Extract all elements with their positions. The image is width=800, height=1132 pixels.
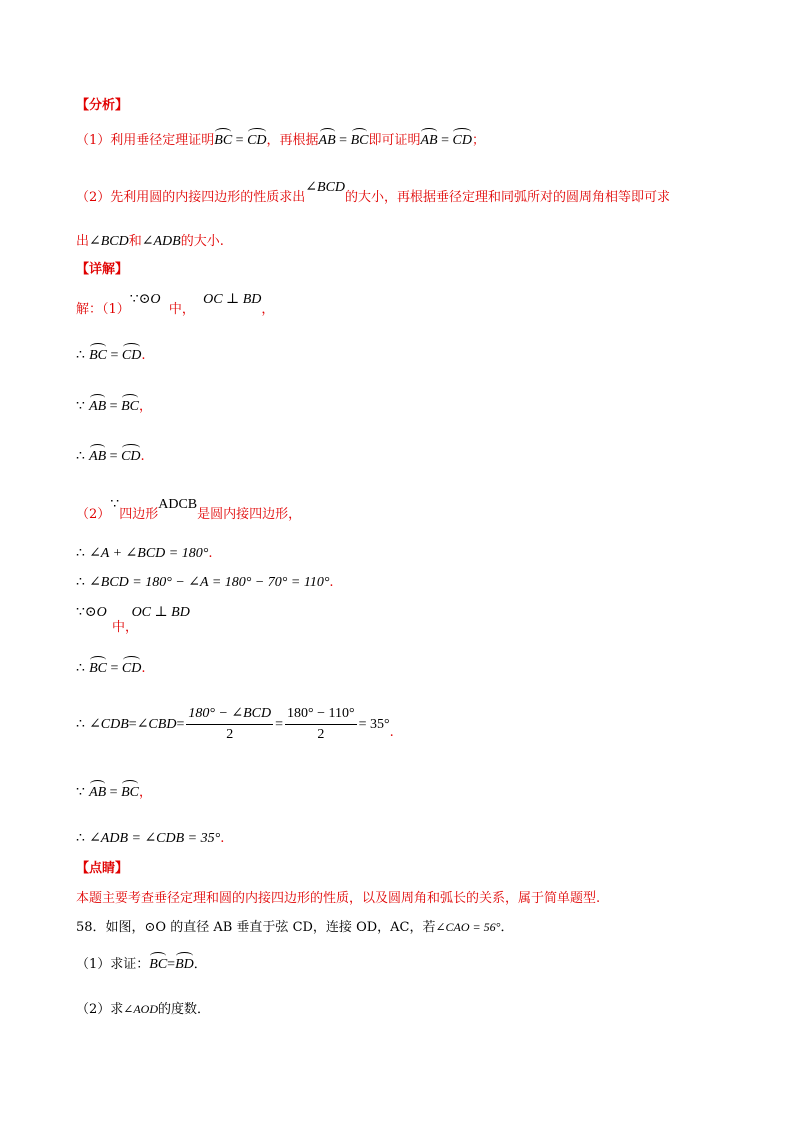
quadrilateral-name: ADCB (158, 497, 198, 512)
fraction-2: $\frac{180^\circ - 110^\circ}{2}$ (287, 706, 355, 742)
proof-2-line-4: ∵⊙O OC ⊥ BD (76, 605, 190, 620)
proof-1-line-2: ∴ BC = CD. (76, 348, 146, 363)
detail-heading: 【详解】 (76, 262, 129, 277)
analysis-step-2: （2）先利用圆的内接四边形的性质求出∠BCD的大小，再根据垂径定理和同弧所对的圆周角相等即可求 (76, 180, 671, 205)
proof-2-line-4b: 中， (112, 620, 139, 635)
comment-heading: 【点睛】 (76, 861, 129, 876)
analysis-step-3: 出∠BCD和∠ADB的大小. (76, 234, 224, 249)
arc-bc: BC (350, 133, 369, 148)
proof-2-line-5: ∴ BC = CD. (76, 661, 146, 676)
arc-cd: CD (247, 133, 267, 148)
comment-text: 本题主要考查垂径定理和圆的内接四边形的性质，以及圆周角和弧长的关系，属于简单题型. (76, 891, 601, 906)
circle-o: ⊙O (138, 292, 161, 307)
analysis-step-1: （1）利用垂径定理证明BC = CD，再根据AB = BC即可证明AB = CD； (76, 133, 485, 148)
arc-ab: AB (420, 133, 438, 148)
proof-2-line-2: ∴ ∠A + ∠BCD = 180°. (76, 546, 213, 561)
arc-cd: CD (452, 133, 472, 148)
proof-2-line-6: ∴ ∠CDB = ∠CBD = $\frac{\text{180° − ∠BCD}}{2}$ = $\frac{180^\circ - 110^\circ}{2}$ = 35° . (76, 706, 394, 742)
proof-1-line-4: ∴ AB = CD. (76, 449, 145, 464)
angle-bcd: ∠BCD (305, 180, 346, 195)
fraction-1: $\frac{\text{180° − ∠BCD}}{2}$ (188, 706, 272, 742)
angle-bcd: ∠BCD (89, 234, 129, 249)
proof-2-line-8: ∴ ∠ADB = ∠CDB = 35°. (76, 831, 225, 846)
arc-bc: BC (214, 133, 233, 148)
proof-1-line-3: ∵ AB = BC， (76, 399, 152, 414)
proof-2-line-1: （2）∵四边形ADCB是圆内接四边形， (76, 497, 302, 522)
problem-58-stem: 58．如图，⊙O 的直径 AB 垂直于弦 CD，连接 OD，AC，若∠CAO = 56°． (76, 920, 514, 935)
proof-2-line-3: ∴ ∠BCD = 180° − ∠A = 180° − 70° = 110°. (76, 575, 334, 590)
problem-58-q1: （1）求证：BC=BD． (76, 957, 207, 972)
proof-2-line-7: ∵ AB = BC， (76, 785, 152, 800)
angle-adb: ∠ADB (141, 234, 181, 249)
problem-58-q2: （2）求∠AOD的度数． (76, 1002, 211, 1017)
proof-1-line-1: 解：（1）∵⊙O 中， OC ⊥ BD， (76, 292, 275, 317)
arc-ab: AB (318, 133, 336, 148)
analysis-heading: 【分析】 (76, 98, 129, 113)
